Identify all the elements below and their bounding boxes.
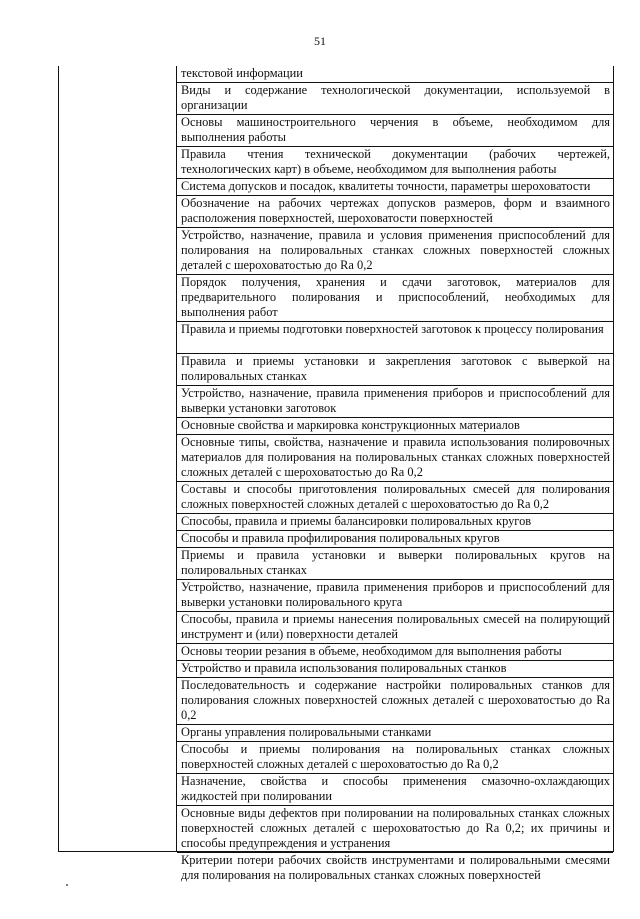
table-row: Основы теории резания в объеме, необходимом для выполнения работы	[177, 644, 613, 661]
table-row: Устройство, назначение, правила и условия применения приспособлений для полирования на полировальных станках сложных поверхностей сложных деталей с шероховатостью до Ra 0,2	[177, 228, 613, 275]
table-row: Основы машиностроительного черчения в объеме, необходимом для выполнения работы	[177, 115, 613, 147]
table-row: Критерии потери рабочих свойств инструментами и полировальными смесями для полирования на полировальных станках сложных поверхностей	[181, 853, 610, 882]
page-number: 51	[314, 34, 326, 48]
table-row: Порядок получения, хранения и сдачи заготовок, материалов для предварительного полирования и приспособлений, необходимых для выполнения работ	[177, 275, 613, 322]
table-row: Способы и правила профилирования полировальных кругов	[177, 531, 613, 548]
table-row: Устройство, назначение, правила применения приборов и приспособлений для выверки установки заготовок	[177, 386, 613, 418]
table-row: Обозначение на рабочих чертежах допусков размеров, форм и взаимного расположения поверхностей, шероховатости поверхностей	[177, 196, 613, 228]
table-row: Основные виды дефектов при полировании на полировальных станках сложных поверхностей сложных деталей с шероховатостью до Ra 0,2; их причины и способы предупреждения и устранения	[177, 806, 613, 853]
table-row: Система допусков и посадок, квалитеты точности, параметры шероховатости	[177, 179, 613, 196]
table-row: Правила и приемы подготовки поверхностей заготовок к процессу полирования	[177, 322, 613, 354]
table-row: Способы, правила и приемы балансировки полировальных кругов	[177, 514, 613, 531]
table-row: текстовой информации	[177, 66, 613, 83]
table-row: Приемы и правила установки и выверки полировальных кругов на полировальных станках	[177, 548, 613, 580]
requirements-table	[58, 66, 614, 882]
table-row: Основные свойства и маркировка конструкционных материалов	[177, 418, 613, 435]
table-row: Последовательность и содержание настройки полировальных станков для полирования сложных поверхностей сложных деталей с шероховатостью до Ra 0,2	[177, 678, 613, 725]
table-left-column	[59, 66, 177, 851]
table-row: Правила и приемы установки и закрепления заготовок с выверкой на полировальных станках	[177, 354, 613, 386]
table-row: Правила чтения технической документации (рабочих чертежей, технологических карт) в объеме, необходимом для выполнения работы	[177, 147, 613, 179]
scan-speck	[66, 884, 68, 886]
table-row: Составы и способы приготовления полировальных смесей для полирования сложных поверхностей сложных деталей с шероховатостью до Ra 0,2	[177, 482, 613, 514]
table-row: Назначение, свойства и способы применения смазочно-охлаждающих жидкостей при полировании	[177, 774, 613, 806]
table-row: Виды и содержание технологической документации, используемой в организации	[177, 83, 613, 115]
table-right-column	[177, 66, 613, 887]
table-row: Основные типы, свойства, назначение и правила использования полировочных материалов для полирования на полировальных станках сложных поверхностей сложных деталей с шероховатостью до Ra 0,2	[177, 435, 613, 482]
table-row: Способы и приемы полирования на полировальных станках сложных поверхностей сложных деталей с шероховатостью до Ra 0,2	[177, 742, 613, 774]
table-row: Способы, правила и приемы нанесения полировальных смесей на полирующий инструмент и (или) поверхности деталей	[177, 612, 613, 644]
table-row: Устройство и правила использования полировальных станков	[177, 661, 613, 678]
table-row: Устройство, назначение, правила применения приборов и приспособлений для выверки установки полировального круга	[177, 580, 613, 612]
table-row: Органы управления полировальными станками	[177, 725, 613, 742]
